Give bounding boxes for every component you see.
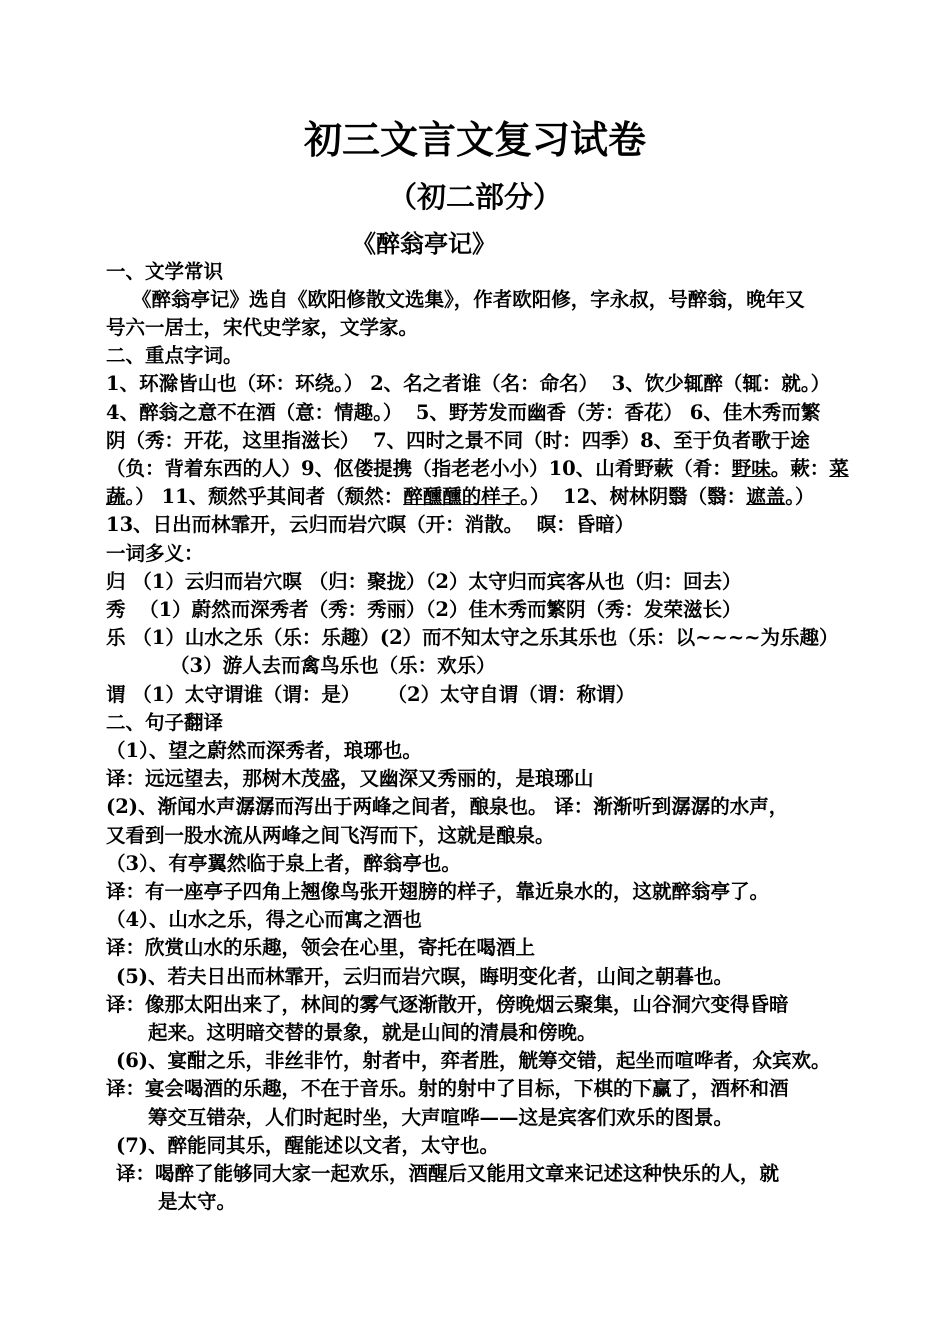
text-line: 译：宴会喝酒的乐趣，不在于音乐。射的射中了目标，下棋的下赢了，酒杯和酒 bbox=[106, 1077, 789, 1100]
underlined-term: 蔬 bbox=[106, 485, 126, 508]
underlined-term: 醉醺醺的样子 bbox=[403, 485, 521, 508]
text-line: 号六一居士，宋代史学家，文学家。 bbox=[106, 316, 419, 339]
text-line: 译：有一座亭子四角上翘像鸟张开翅膀的样子，靠近泉水的，这就醉翁亭了。 bbox=[106, 880, 770, 903]
text-line: 又看到一股水流从两峰之间飞泻而下，这就是酿泉。 bbox=[106, 824, 555, 847]
text-line: （3）、有亭翼然临于泉上者，醉翁亭也。 bbox=[106, 852, 461, 875]
text-line: 译：像那太阳出来了，林间的雾气逐渐散开，傍晚烟云聚集，山谷洞穴变得昏暗 bbox=[106, 993, 789, 1016]
text-line: (5)、若夫日出而林霏开，云归而岩穴暝，晦明变化者，山间之朝暮也。 bbox=[116, 965, 734, 988]
text-line: (7)、醉能同其乐，醒能述以文者，太守也。 bbox=[116, 1134, 500, 1157]
section-heading: 一、文学常识 bbox=[106, 260, 224, 283]
text-line: (6)、宴酣之乐，非丝非竹，射者中，弈者胜，觥筹交错，起坐而喧哗者，众宾欢。 bbox=[116, 1049, 831, 1072]
text-line: （4）、山水之乐，得之心而寓之酒也 bbox=[106, 908, 422, 931]
lesson-title: 《醉翁亭记》 bbox=[352, 229, 496, 258]
text-line: 4、醉翁之意不在酒（意：情趣。） 5、野芳发而幽香（芳：香花） 6、佳木秀而繁 bbox=[106, 401, 821, 424]
text-line: 译：欣赏山水的乐趣，领会在心里，寄托在喝酒上 bbox=[106, 936, 536, 959]
underlined-term: 菜 bbox=[829, 457, 849, 480]
text-line: 归 （1）云归而岩穴暝 （归：聚拢）（2）太守归而宾客从也（归：回去） bbox=[106, 570, 742, 593]
text-line: 起来。这明暗交替的景象，就是山间的清晨和傍晚。 bbox=[148, 1021, 597, 1044]
page-title: 初三文言文复习试卷 bbox=[303, 117, 646, 162]
underlined-term: 野味 bbox=[731, 457, 771, 480]
text-line bbox=[106, 483, 814, 511]
text-line: 筹交互错杂，人们时起时坐，大声喧哗——这是宾客们欢乐的图景。 bbox=[148, 1106, 734, 1129]
text-line: 乐 （1）山水之乐（乐：乐趣）(2）而不知太守之乐其乐也（乐：以~~~~为乐趣） bbox=[106, 626, 839, 649]
text-line: 译：喝醉了能够同大家一起欢乐，酒醒后又能用文章来记述这种快乐的人，就 bbox=[116, 1162, 780, 1185]
section-heading: 二、重点字词。 bbox=[106, 344, 243, 367]
text-run: 。） 12、树林阴翳（翳： bbox=[520, 485, 747, 508]
text-line: 秀 （1）蔚然而深秀者（秀：秀丽）（2）佳木秀而繁阴（秀：发荣滋长） bbox=[106, 598, 742, 621]
section-heading: 二、句子翻译 bbox=[106, 711, 224, 734]
text-run: （负：背着东西的人）9、伛偻提携（指老老小小）10、山肴野蔌（肴： bbox=[106, 457, 732, 480]
underlined-term: 遮盖 bbox=[746, 485, 786, 508]
text-line: 1、环滁皆山也（环：环绕。） 2、名之者谁（名：命名） 3、饮少辄醉（辄：就。） bbox=[106, 372, 831, 395]
page-subtitle: （初二部分） bbox=[387, 180, 562, 214]
text-line: 译：远远望去，那树木茂盛，又幽深又秀丽的，是琅琊山 bbox=[106, 767, 594, 790]
text-line: （3）游人去而禽鸟乐也（乐：欢乐） bbox=[170, 654, 496, 677]
text-run: 。） bbox=[785, 485, 815, 508]
text-line: （1）、望之蔚然而深秀者，琅琊也。 bbox=[106, 739, 422, 762]
text-line: 《醉翁亭记》选自《欧阳修散文选集》，作者欧阳修，字永叔，号醉翁，晚年又 bbox=[132, 288, 805, 311]
text-run: 。） 11、颓然乎其间者（颓然： bbox=[125, 485, 404, 508]
text-line bbox=[106, 455, 849, 483]
text-run: 。蔌： bbox=[770, 457, 830, 480]
section-heading: 一词多义： bbox=[106, 542, 204, 565]
text-line: (2)、渐闻水声潺潺而泻出于两峰之间者，酿泉也。 译：渐渐听到潺潺的水声， bbox=[106, 795, 789, 818]
text-line: 是太守。 bbox=[158, 1190, 237, 1213]
text-line: 阴（秀：开花，这里指滋长） 7、四时之景不同（时：四季）8、至于负者歌于途 bbox=[106, 429, 810, 452]
text-line: 13、日出而林霏开，云归而岩穴暝（开：消散。 暝：昏暗） bbox=[106, 513, 635, 536]
text-line: 谓 （1）太守谓谁（谓：是） （2）太守自谓（谓：称谓） bbox=[106, 683, 636, 706]
